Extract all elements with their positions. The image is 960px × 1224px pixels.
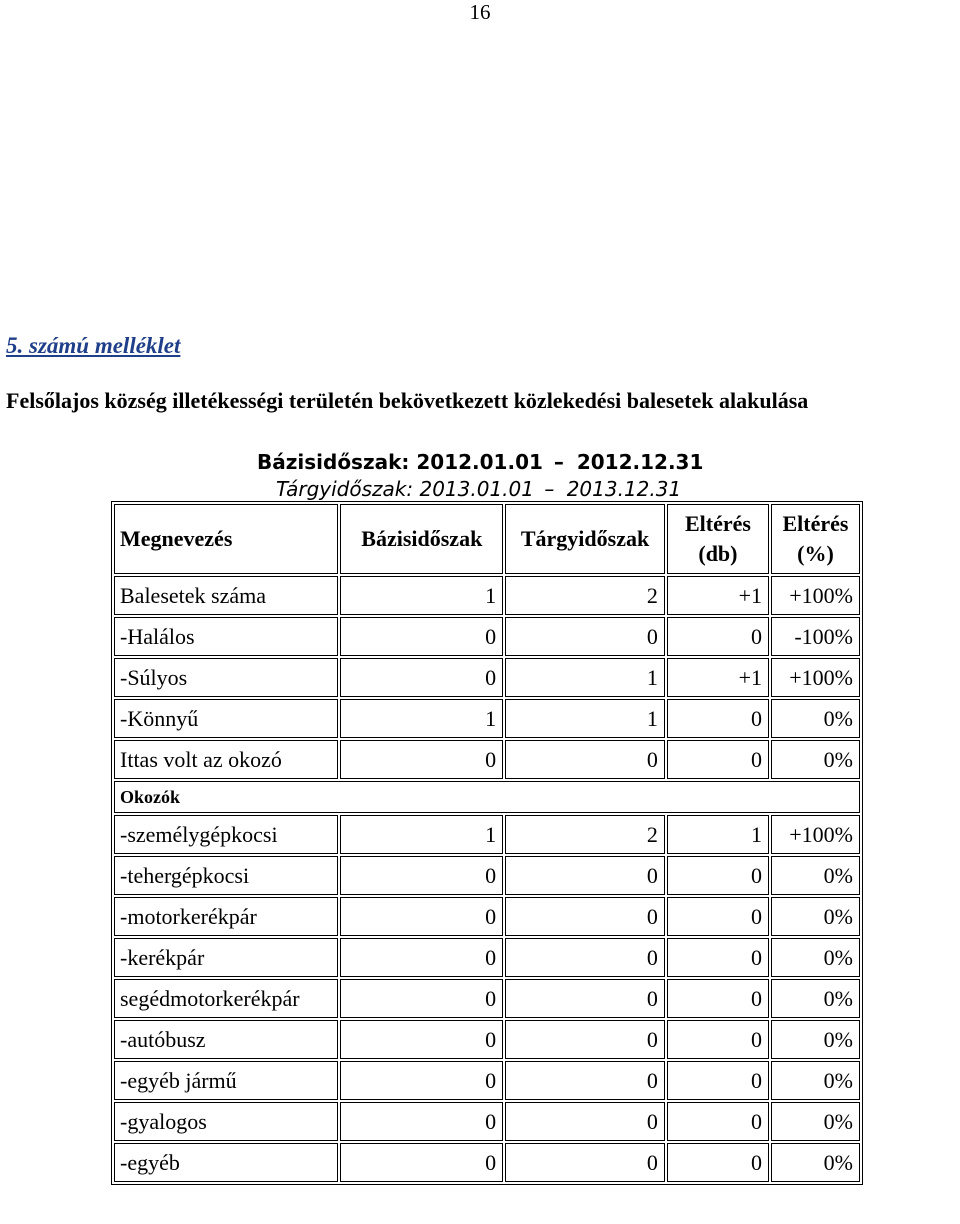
- row-target-cell: 0: [505, 1020, 665, 1059]
- document-title: Felsőlajos község illetékességi területén bekövetkezett közlekedési balesetek alakulása: [6, 388, 809, 413]
- section-label-causes: Okozók: [114, 781, 860, 813]
- table-row: [114, 979, 860, 1018]
- base-period-label: Bázisidőszak:: [257, 450, 410, 474]
- row-target-cell: 0: [505, 1143, 665, 1182]
- row-base-cell: 0: [340, 658, 503, 697]
- row-base-cell: 0: [340, 979, 503, 1018]
- row-diff-pct-cell: 0%: [771, 938, 860, 977]
- annex-title: 5. számú melléklet: [6, 333, 181, 358]
- row-diff-db-cell: 0: [667, 938, 769, 977]
- row-name-cell: -Halálos: [114, 617, 338, 656]
- row-diff-db-cell: 0: [667, 979, 769, 1018]
- table-row: [114, 856, 860, 895]
- row-name-cell: segédmotorkerékpár: [114, 979, 338, 1018]
- row-base-cell: 0: [340, 856, 503, 895]
- section-row: [114, 781, 860, 813]
- table-row: [114, 1020, 860, 1059]
- table-row: [114, 1061, 860, 1100]
- row-diff-db-cell: 0: [667, 1102, 769, 1141]
- table-row: [114, 699, 860, 738]
- period-dash: –: [553, 450, 564, 474]
- row-diff-db-cell: 0: [667, 740, 769, 779]
- page-number: 16: [469, 0, 491, 24]
- row-target-cell: 0: [505, 617, 665, 656]
- table-row: [114, 658, 860, 697]
- row-diff-pct-cell: 0%: [771, 897, 860, 936]
- row-base-cell: 0: [340, 740, 503, 779]
- row-diff-db-cell: 0: [667, 699, 769, 738]
- row-target-cell: 0: [505, 938, 665, 977]
- table-row: [114, 815, 860, 854]
- table-row: [114, 576, 860, 615]
- row-base-cell: 0: [340, 897, 503, 936]
- row-diff-pct-cell: 0%: [771, 699, 860, 738]
- header-diff-pct-line2: (%): [797, 541, 834, 566]
- row-target-cell: 0: [505, 1102, 665, 1141]
- row-diff-pct-cell: -100%: [771, 617, 860, 656]
- base-period: [257, 450, 703, 474]
- row-target-cell: 2: [505, 815, 665, 854]
- row-base-cell: 0: [340, 1061, 503, 1100]
- table-header-row: [114, 504, 860, 574]
- row-diff-pct-cell: 0%: [771, 1020, 860, 1059]
- table-row: [114, 1102, 860, 1141]
- row-target-cell: 0: [505, 897, 665, 936]
- header-diff-pct-line1: Eltérés: [782, 511, 849, 536]
- base-period-from: 2012.01.01: [416, 450, 543, 474]
- row-diff-pct-cell: 0%: [771, 1143, 860, 1182]
- row-diff-pct-cell: +100%: [771, 815, 860, 854]
- header-base-period: Bázisidőszak: [340, 504, 503, 574]
- table-row: [114, 740, 860, 779]
- row-name-cell: -Könnyű: [114, 699, 338, 738]
- header-diff-db: [667, 504, 769, 574]
- header-target-period: Tárgyidőszak: [505, 504, 665, 574]
- table-row: [114, 1143, 860, 1182]
- row-diff-db-cell: 0: [667, 1143, 769, 1182]
- row-name-cell: -tehergépkocsi: [114, 856, 338, 895]
- row-name-cell: -autóbusz: [114, 1020, 338, 1059]
- row-diff-pct-cell: 0%: [771, 979, 860, 1018]
- row-name-cell: -Súlyos: [114, 658, 338, 697]
- row-name-cell: -személygépkocsi: [114, 815, 338, 854]
- period-dash: –: [544, 477, 555, 501]
- row-name-cell: -gyalogos: [114, 1102, 338, 1141]
- row-target-cell: 0: [505, 856, 665, 895]
- row-name-cell: Ittas volt az okozó: [114, 740, 338, 779]
- row-base-cell: 0: [340, 1143, 503, 1182]
- row-diff-pct-cell: 0%: [771, 740, 860, 779]
- row-base-cell: 1: [340, 576, 503, 615]
- row-diff-db-cell: 0: [667, 1061, 769, 1100]
- row-diff-pct-cell: 0%: [771, 1061, 860, 1100]
- base-period-to: 2012.12.31: [576, 450, 704, 474]
- row-base-cell: 0: [340, 1020, 503, 1059]
- row-target-cell: 0: [505, 740, 665, 779]
- row-target-cell: 1: [505, 699, 665, 738]
- row-target-cell: 0: [505, 979, 665, 1018]
- row-name-cell: Balesetek száma: [114, 576, 338, 615]
- row-target-cell: 1: [505, 658, 665, 697]
- row-base-cell: 0: [340, 938, 503, 977]
- header-diff-db-line1: Eltérés: [684, 511, 751, 536]
- header-name: Megnevezés: [114, 504, 338, 574]
- row-diff-pct-cell: +100%: [771, 576, 860, 615]
- row-diff-db-cell: +1: [667, 576, 769, 615]
- row-diff-pct-cell: 0%: [771, 1102, 860, 1141]
- row-diff-db-cell: +1: [667, 658, 769, 697]
- row-diff-db-cell: 1: [667, 815, 769, 854]
- row-diff-pct-cell: 0%: [771, 856, 860, 895]
- header-diff-pct: [771, 504, 860, 574]
- row-base-cell: 1: [340, 815, 503, 854]
- target-period-label: Tárgyidőszak:: [276, 477, 414, 501]
- row-diff-db-cell: 0: [667, 856, 769, 895]
- row-name-cell: -motorkerékpár: [114, 897, 338, 936]
- target-period-from: 2013.01.01: [419, 477, 534, 501]
- row-target-cell: 0: [505, 1061, 665, 1100]
- target-period-to: 2013.12.31: [566, 477, 682, 501]
- row-diff-db-cell: 0: [667, 617, 769, 656]
- row-diff-pct-cell: +100%: [771, 658, 860, 697]
- header-diff-db-line2: (db): [698, 541, 738, 566]
- row-target-cell: 2: [505, 576, 665, 615]
- row-base-cell: 0: [340, 1102, 503, 1141]
- row-name-cell: -kerékpár: [114, 938, 338, 977]
- table-row: [114, 938, 860, 977]
- row-base-cell: 0: [340, 617, 503, 656]
- row-diff-db-cell: 0: [667, 897, 769, 936]
- accident-statistics-table: [111, 501, 863, 1185]
- table-row: [114, 897, 860, 936]
- row-diff-db-cell: 0: [667, 1020, 769, 1059]
- row-name-cell: -egyéb: [114, 1143, 338, 1182]
- row-name-cell: -egyéb jármű: [114, 1061, 338, 1100]
- target-period: [276, 477, 681, 501]
- table-row: [114, 617, 860, 656]
- row-base-cell: 1: [340, 699, 503, 738]
